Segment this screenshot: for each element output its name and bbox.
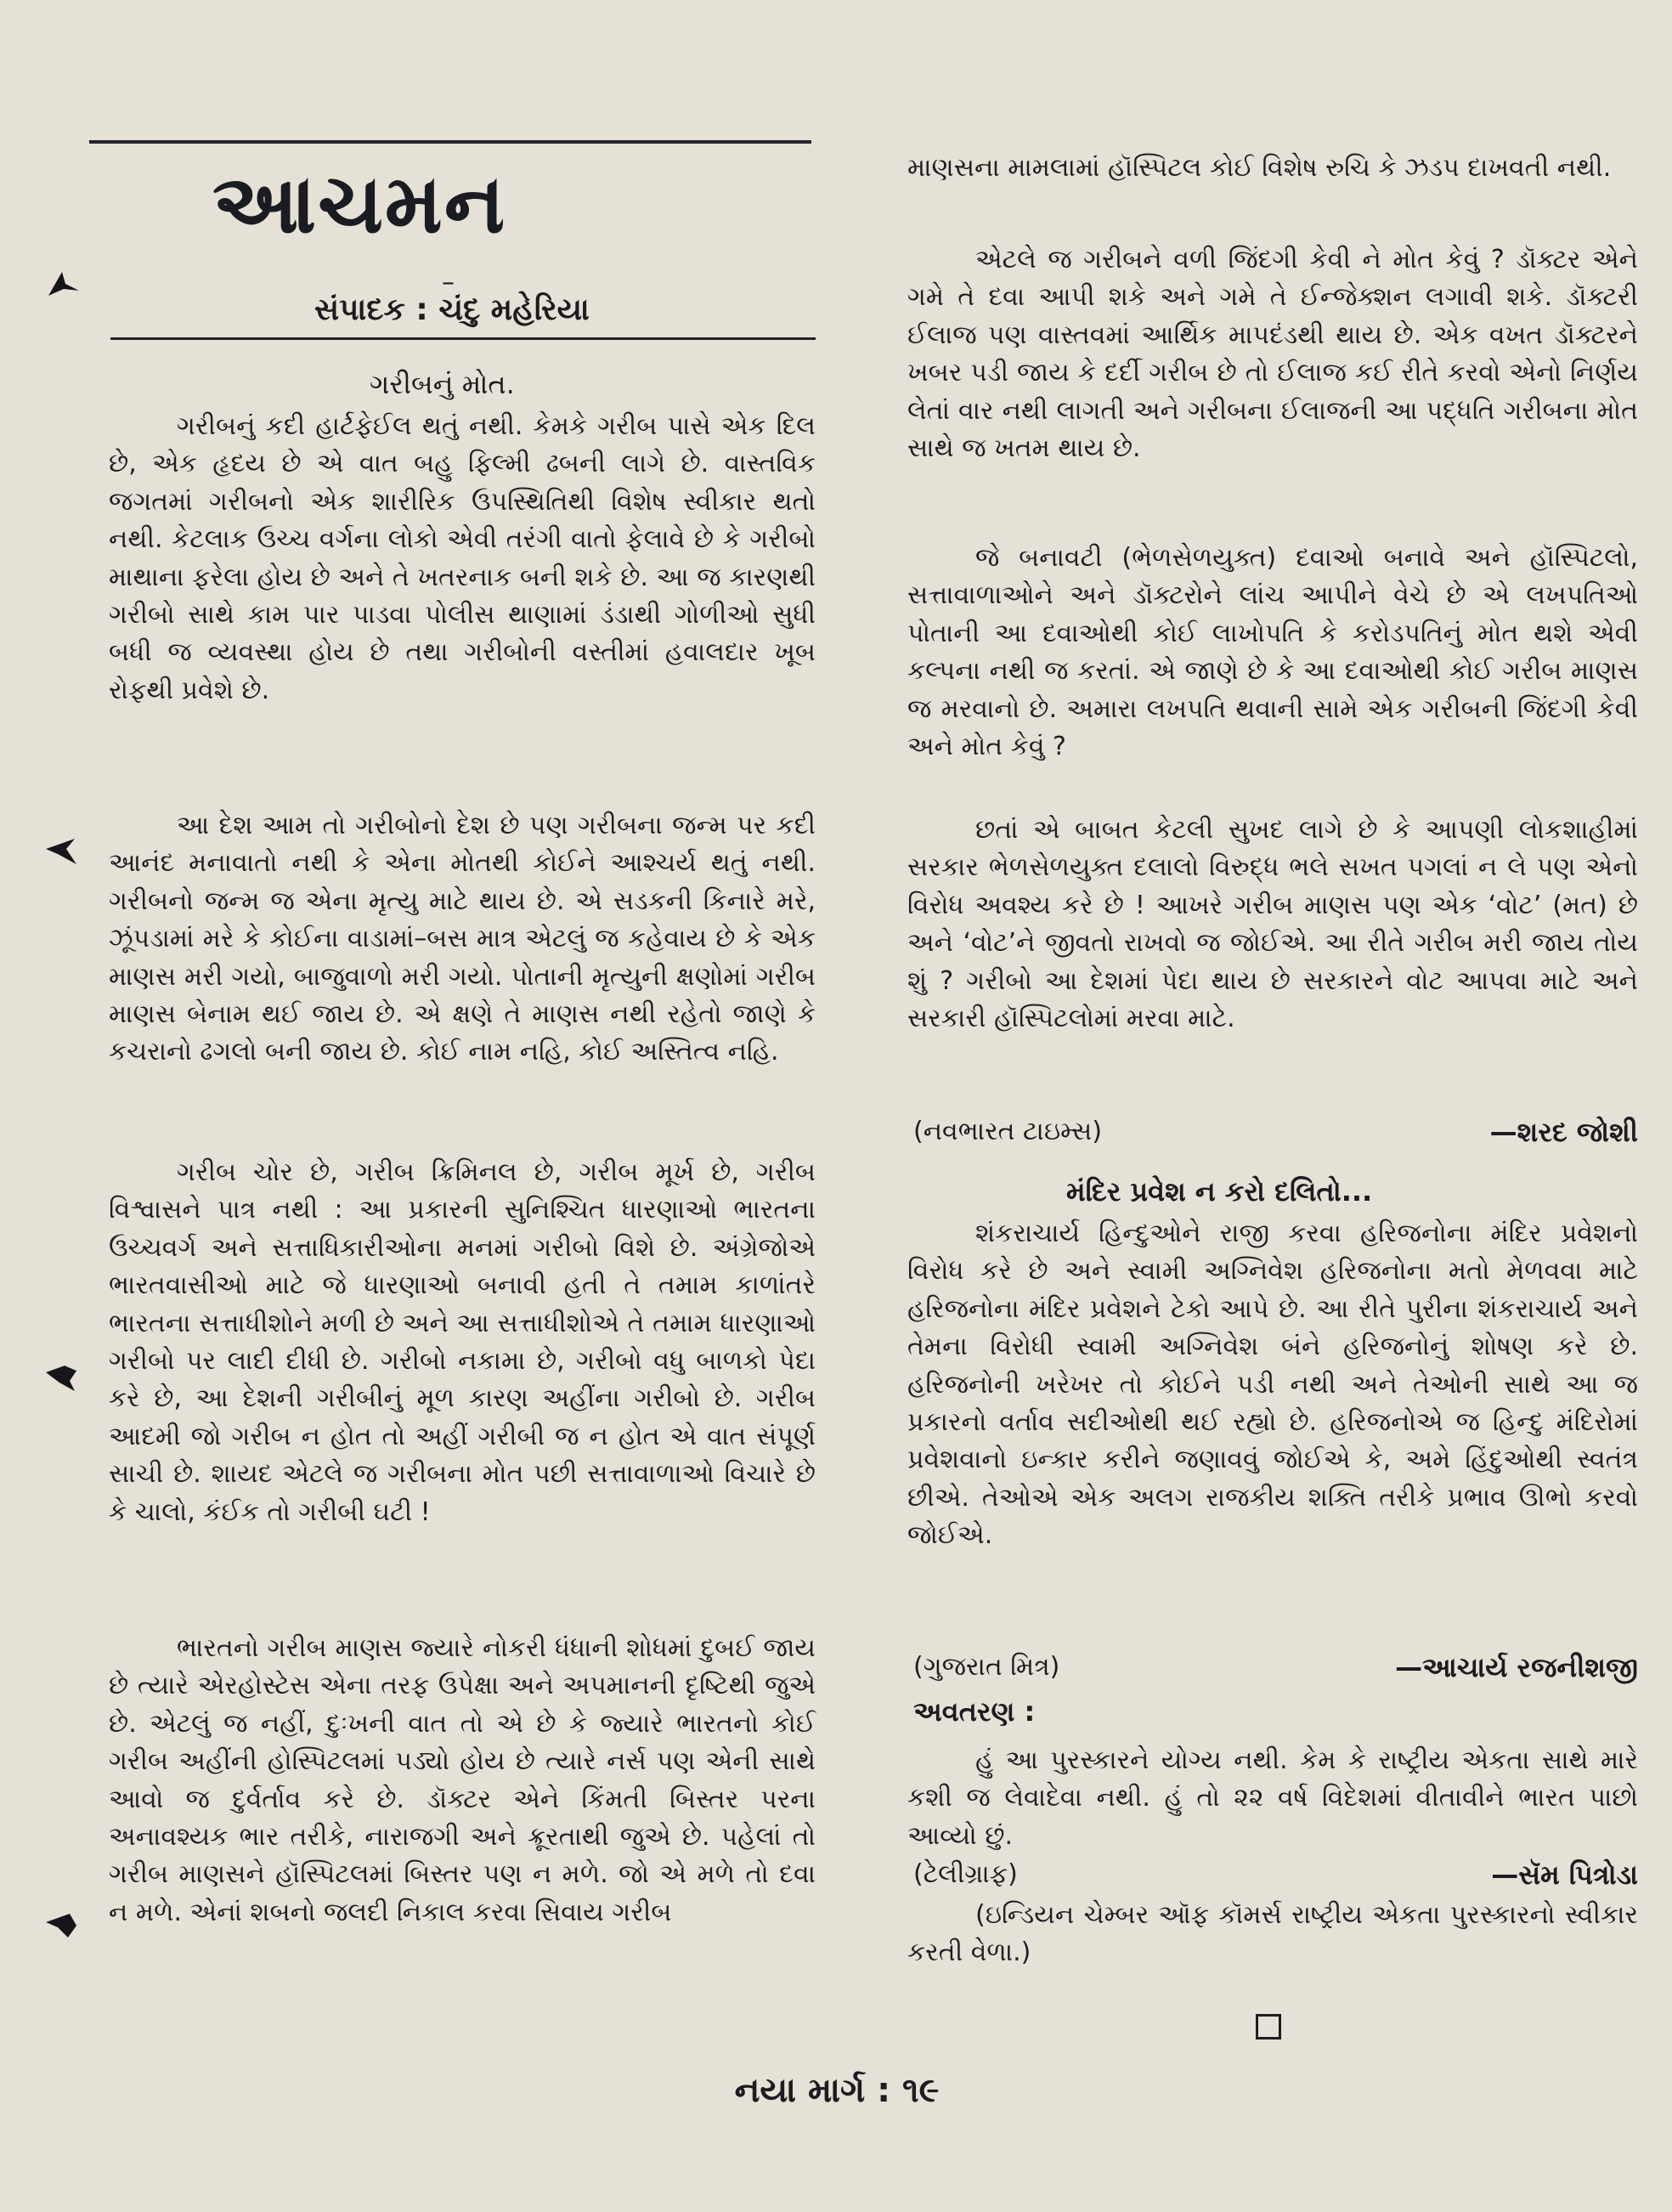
end-of-article-box <box>1256 2014 1281 2039</box>
article-paragraph: ગરીબનું કદી હાર્ટફેઈલ થતું નથી. કેમકે ગરીબ પાસે એક દિલ છે, એક હૃદય છે એ વાત બહુ ફિલ્મી ઢબની લાગે છે. વાસ્તવિક જગતમાં ગરીબનો એક શારીરિક ઉપસ્થિતિથી વિશેષ સ્વીકાર થતો નથી. કેટલાક ઉચ્ચ વર્ગના લોકો એવી તરંગી વાતો ફેલાવે છે કે ગરીબો માથાના ફરેલા હોય છે અને તે ખતરનાક બની શકે છે. આ જ કારણથી ગરીબો સાથે કામ પાર પાડવા પોલીસ થાણામાં ડંડાથી ગોળીઓ સુધી બધી જ વ્યવસ્થા હોય છે તથા ગરીબોની વસ્તીમાં હવાલદાર ખૂબ રોફથી પ્રવેશે છે. <box>109 411 816 705</box>
article-source: (ટેલીગ્રાફ) <box>913 1859 1018 1889</box>
article-paragraph: એટલે જ ગરીબને વળી જિંદગી કેવી ને મોત કેવું ? ડૉક્ટર એને ગમે તે દવા આપી શકે અને ગમે તે ઈન્જેક્શન લગાવી શકે. ડૉક્ટરી ઈલાજ પણ વાસ્તવમાં આર્થિક માપદંડથી થાય છે. એક વખત ડૉક્ટરને ખબર પડી જાય કે દર્દી ગરીબ છે તો ઈલાજ કઈ રીતે કરવો એનો નિર્ણય લેતાં વાર નથી લાગતી અને ગરીબના ઈલાજની આ પદ્ધતિ ગરીબના મોત સાથે જ ખતમ થાય છે. <box>907 245 1638 464</box>
punch-hole-mark <box>44 1912 78 1941</box>
top-rule <box>89 140 811 144</box>
editor-credit: સંપાદક : ચંદુ મહેરિયા <box>314 292 590 327</box>
article-paragraph: છતાં એ બાબત કેટલી સુખદ લાગે છે કે આપણી લોકશાહીમાં સરકાર ભેળસેળયુક્ત દલાલો વિરુદ્ધ ભલે સખત પગલાં ન લે પણ એનો વિરોધ અવશ્ય કરે છે ! આખરે ગરીબ માણસ પણ એક ‘વોટ’ (મત) છે અને ‘વોટ’ને જીવતો રાખવો જ જોઈએ. આ રીતે ગરીબ મરી જાય તોય શું ? ગરીબો આ દેશમાં પેદા થાય છે સરકારને વોટ આપવા માટે અને સરકારી હૉસ્પિટલોમાં મરવા માટે. <box>907 815 1638 1034</box>
article-source: (નવભારત ટાઇમ્સ) <box>913 1117 1103 1146</box>
article-paragraph: શંકરાચાર્ય હિન્દુઓને રાજી કરવા હરિજનોના મંદિર પ્રવેશનો વિરોધ કરે છે અને સ્વામી અગ્નિવેશ હરિજનોના મતો મેળવવા માટે હરિજનોના મંદિર પ્રવેશને ટેકો આપે છે. આ રીતે પુરીના શંકરાચાર્ય અને તેમના વિરોધી સ્વામી અગ્નિવેશ બંને હરિજનોનું શોષણ કરે છે. હરિજનોની ખરેખર તો કોઈને પડી નથી અને તેઓની સાથે આ જ પ્રકારનો વર્તાવ સદીઓથી થઈ રહ્યો છે. હરિજનોએ જ હિન્દુ મંદિરોમાં પ્રવેશવાનો ઇન્કાર કરીને જણાવવું જોઈએ કે, અમે હિંદુઓથી સ્વતંત્ર છીએ. તેઓએ એક અલગ રાજકીય શક્તિ તરીકે પ્રભાવ ઊભો કરવો જોઈએ. <box>907 1219 1638 1551</box>
article-paragraph: આ દેશ આમ તો ગરીબોનો દેશ છે પણ ગરીબના જન્મ પર કદી આનંદ મનાવાતો નથી કે એના મોતથી કોઈને આશ્ચર્ય થતું નથી. ગરીબનો જન્મ જ એના મૃત્યુ માટે થાય છે. એ સડકની કિનારે મરે, ઝૂંપડામાં મરે કે કોઈના વાડામાં–બસ માત્ર એટલું જ કહેવાય છે કે એક માણસ મરી ગયો, બાજુવાળો મરી ગયો. પોતાની મૃત્યુની ક્ષણોમાં ગરીબ માણસ બેનામ થઈ જાય છે. એ ક્ષણે તે માણસ નથી રહેતો જાણે કે કચરાનો ઢગલો બની જાય છે. કોઈ નામ નહિ, કોઈ અસ્તિત્વ નહિ. <box>109 811 816 1067</box>
article-author: —સૅમ પિત્રોડા <box>1491 1858 1638 1891</box>
article-paragraph: માણસના મામલામાં હૉસ્પિટલ કોઈ વિશેષ રુચિ કે ઝડપ દાખવતી નથી. <box>907 153 1612 183</box>
header-rule <box>110 337 816 340</box>
article-heading: ગરીબનું મોત. <box>370 368 515 400</box>
article-paragraph: ગરીબ ચોર છે, ગરીબ ક્રિમિનલ છે, ગરીબ મૂર્ખ છે, ગરીબ વિશ્વાસને પાત્ર નથી : આ પ્રકારની સુનિશ્ચિત ધારણાઓ ભારતના ઉચ્ચવર્ગ અને સત્તાધિકારીઓના મનમાં ગરીબો વિશે છે. અંગ્રેજોએ ભારતવાસીઓ માટે જે ધારણાઓ બનાવી હતી તે તમામ કાળાંતરે ભારતના સત્તાધીશોને મળી છે અને આ સત્તાધીશોએ તે તમામ ધારણાઓ ગરીબો પર લાદી દીધી છે. ગરીબો નકામા છે, ગરીબો વધુ બાળકો પેદા કરે છે, આ દેશની ગરીબીનું મૂળ કારણ અહીંના ગરીબો છે. ગરીબ આદમી જો ગરીબ ન હોત તો અહીં ગરીબી જ ન હોત એ વાત સંપૂર્ણ સાચી છે. શાયદ એટલે જ ગરીબના મોત પછી સત્તાવાળાઓ વિચારે છે કે ચાલો, કંઈક તો ગરીબી ઘટી ! <box>109 1157 816 1527</box>
title-dash: – <box>442 268 455 297</box>
column-title: આચમન <box>212 156 507 252</box>
article-source: (ગુજરાત મિત્ર) <box>913 1652 1060 1682</box>
punch-hole-mark <box>44 1364 78 1393</box>
article-author: —શરદ જોશી <box>1489 1116 1638 1148</box>
punch-hole-mark <box>47 270 81 299</box>
article-paragraph: ભારતનો ગરીબ માણસ જ્યારે નોકરી ધંધાની શોધમાં દુબઈ જાય છે ત્યારે એરહોસ્ટેસ એના તરફ ઉપેક્ષા અને અપમાનની દૃષ્ટિથી જુએ છે. એટલું જ નહીં, દુઃખની વાત તો એ છે કે જ્યારે ભારતનો કોઈ ગરીબ અહીંની હોસ્પિટલમાં પડ્યો હોય છે ત્યારે નર્સ પણ એની સાથે આવો જ દુર્વર્તાવ કરે છે. ડૉક્ટર એને કિંમતી બિસ્તર પરના અનાવશ્યક ભાર તરીકે, નારાજગી અને ક્રૂરતાથી જુએ છે. પહેલાં તો ગરીબ માણસને હૉસ્પિટલમાં બિસ્તર પણ ન મળે. જો એ મળે તો દવા ન મળે. એનાં શબનો જલદી નિકાલ કરવા સિવાય ગરીબ <box>109 1633 816 1927</box>
article-paragraph: જે બનાવટી (ભેળસેળયુક્ત) દવાઓ બનાવે અને હૉસ્પિટલો, સત્તાવાળાઓને અને ડૉક્ટરોને લાંચ આપીને વેચે છે એ લખપતિઓ પોતાની આ દવાઓથી કોઈ લાખોપતિ કે કરોડપતિનું મોત થશે એવી કલ્પના નથી જ કરતાં. એ જાણે છે કે આ દવાઓથી કોઈ ગરીબ માણસ જ મરવાનો છે. અમારા લખપતિ થવાની સામે એક ગરીબની જિંદગી કેવી અને મોત કેવું ? <box>907 543 1638 762</box>
article-heading: મંદિર પ્રવેશ ન કરો દલિતો... <box>1066 1175 1373 1208</box>
article-note: (ઇન્ડિયન ચેમ્બર ઑફ કૉમર્સ રાષ્ટ્રીય એકતા પુરસ્કારનો સ્વીકાર કરતી વેળા.) <box>907 1900 1638 1968</box>
article-paragraph: હું આ પુરસ્કારને યોગ્ય નથી. કેમ કે રાષ્ટ્રીય એકતા સાથે મારે કશી જ લેવાદેવા નથી. હું તો ૨૨ વર્ષ વિદેશમાં વીતાવીને ભારત પાછો આવ્યો છું. <box>907 1745 1638 1851</box>
article-author: —આચાર્ય રજનીશજી <box>1395 1651 1638 1683</box>
article-heading: અવતરણ : <box>913 1695 1036 1728</box>
punch-hole-mark <box>44 837 78 866</box>
page-footer: નયા માર્ગ : ૧૯ <box>734 2071 940 2110</box>
